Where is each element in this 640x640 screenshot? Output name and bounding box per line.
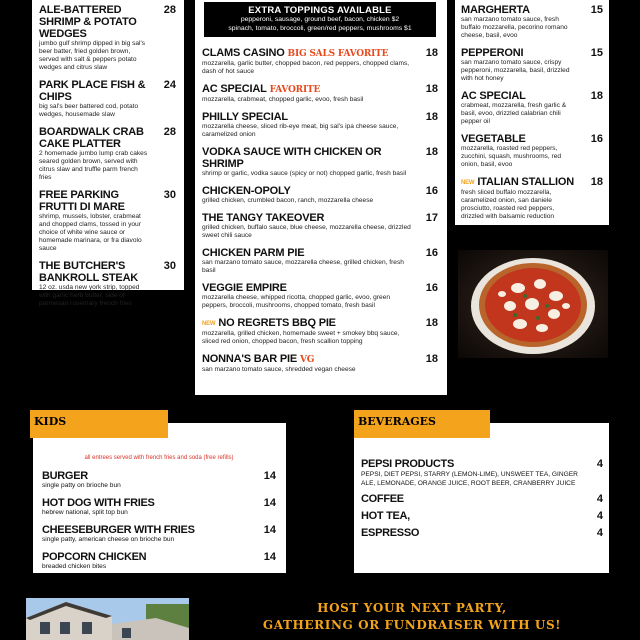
menu-item <box>39 126 176 182</box>
item-price: 4 <box>596 458 603 470</box>
item-name <box>461 4 603 16</box>
middle-menu-list <box>202 47 438 374</box>
item-title: BURGER <box>42 470 88 482</box>
item-title: FREE PARKING FRUTTI DI MARE <box>39 189 125 213</box>
menu-item <box>202 111 438 139</box>
item-price: 18 <box>425 47 438 59</box>
menu-item <box>202 212 438 240</box>
item-title: ALE-BATTERED SHRIMP & POTATO WEDGES <box>39 4 137 40</box>
item-name <box>202 247 438 259</box>
item-price: 4 <box>596 493 603 505</box>
item-name <box>202 212 438 224</box>
item-price: 16 <box>425 282 438 294</box>
item-price: 18 <box>425 83 438 95</box>
item-title: VEGETABLE <box>461 133 526 145</box>
item-description: 2 homemade jumbo lump crab cakes seared golden brown, served with citrus slaw and truffle parm french fries <box>39 150 148 181</box>
item-description: shrimp or garlic, vodka sauce (spicy or not) chopped garlic, fresh basil <box>202 170 407 177</box>
item-price: 18 <box>590 176 603 188</box>
item-price: 18 <box>425 353 438 365</box>
beverages-menu-card <box>354 423 609 573</box>
item-name <box>202 317 438 330</box>
item-price: 15 <box>590 47 603 59</box>
menu-item <box>361 493 603 505</box>
menu-item <box>42 497 276 517</box>
item-name <box>461 90 603 102</box>
item-price: 30 <box>163 189 176 201</box>
item-description: mozzarella cheese, sliced rib-eye meat, big sal's ipa cheese sauce, caramelized onion <box>202 123 399 138</box>
menu-item <box>42 470 276 490</box>
item-name <box>461 176 603 189</box>
beverages-menu-list <box>361 458 603 539</box>
item-price: 14 <box>263 470 276 482</box>
beverages-heading: BEVERAGES <box>354 410 490 438</box>
menu-item <box>42 551 276 571</box>
new-badge: NEW <box>461 180 475 186</box>
item-description: hebrew national, split top bun <box>42 509 128 516</box>
item-description: mozzarella, roasted red peppers, zucchini, squash, mushrooms, red onion, basil, evoo <box>461 145 562 168</box>
restaurant-building-photo <box>26 598 189 640</box>
party-promo-line1: HOST YOUR NEXT PARTY, <box>317 601 507 615</box>
menu-item <box>39 79 176 119</box>
item-title: NONNA'S BAR PIE <box>202 353 297 365</box>
item-description: fresh sliced buffalo mozzarella, caramelized onion, san daniele prosciutto, roasted red peppers, drizzled with balsamic reduction <box>461 189 555 220</box>
menu-item <box>39 260 176 308</box>
menu-item <box>202 353 438 374</box>
menu-item <box>202 185 438 205</box>
item-name <box>39 189 176 213</box>
item-description: single patty, american cheese on brioche bun <box>42 536 175 543</box>
item-price: 18 <box>590 90 603 102</box>
item-description: grilled chicken, crumbled bacon, ranch, mozzarella cheese <box>202 197 374 204</box>
left-menu-list <box>39 4 176 308</box>
item-price: 16 <box>425 185 438 197</box>
item-name <box>202 111 438 123</box>
menu-item <box>202 282 438 310</box>
menu-item <box>42 524 276 544</box>
item-name <box>202 185 438 197</box>
menu-item <box>202 146 438 178</box>
item-title: POPCORN CHICKEN <box>42 551 147 563</box>
building-illustration <box>26 598 189 640</box>
item-price: 15 <box>590 4 603 16</box>
item-price: 30 <box>163 260 176 272</box>
kids-menu-card <box>33 423 286 573</box>
menu-item <box>202 317 438 346</box>
specialty-pizza-menu-card <box>195 0 447 395</box>
item-name <box>361 458 603 470</box>
extra-toppings-line-veggies: spinach, tomato, broccoli, green/red peppers, mushrooms $1 <box>228 24 412 32</box>
item-price: 28 <box>163 4 176 16</box>
item-title: CHEESEBURGER WITH FRIES <box>42 524 195 536</box>
pizza-photo <box>458 250 608 358</box>
item-title: VEGGIE EMPIRE <box>202 282 287 294</box>
item-price: 14 <box>263 497 276 509</box>
party-promo <box>262 600 562 634</box>
item-name <box>39 260 176 284</box>
classic-pizza-menu-card <box>455 0 609 225</box>
favorite-tag: FAVORITE <box>269 85 321 95</box>
item-description: mozzarella cheese, whipped ricotta, chopped garlic, evoo, green peppers, broccoli, mushrooms, chopped tomato, fresh basil <box>202 294 391 309</box>
item-description: breaded chicken bites <box>42 563 107 570</box>
item-price: 14 <box>263 551 276 563</box>
item-name <box>39 79 176 103</box>
extra-toppings-title: EXTRA TOPPINGS AVAILABLE <box>248 5 392 16</box>
kids-note: all entrees served with french fries and soda (free refills) <box>84 455 234 461</box>
party-promo-line2: GATHERING OR FUNDRAISER WITH US! <box>262 618 562 632</box>
item-name <box>361 493 603 505</box>
item-description: san marzano tomato sauce, shredded vegan cheese <box>202 366 356 373</box>
item-price: 4 <box>596 527 603 539</box>
item-description: mozzarella, grilled chicken, homemade sweet + smokey bbq sauce, sliced red onion, chopped bacon, fresh scallion topping <box>202 330 400 345</box>
item-name <box>39 4 176 40</box>
item-title: PHILLY SPECIAL <box>202 111 288 123</box>
item-title: PARK PLACE FISH & CHIPS <box>39 79 146 103</box>
menu-item <box>202 247 438 275</box>
item-title: PEPSI PRODUCTS <box>361 458 454 470</box>
menu-item <box>361 527 603 539</box>
item-price: 18 <box>425 317 438 329</box>
item-description: san marzano tomato sauce, crispy pepperoni, mozzarella, basil, drizzled with hot honey <box>461 59 570 82</box>
menu-item <box>461 47 603 83</box>
item-name <box>202 146 438 170</box>
item-title: NO REGRETS BBQ PIE <box>218 317 336 329</box>
item-description: grilled chicken, buffalo sauce, blue cheese, mozzarella cheese, drizzled sweet chili sauce <box>202 224 411 239</box>
item-title: CHICKEN PARM PIE <box>202 247 305 259</box>
item-name <box>202 83 438 96</box>
item-name <box>42 470 276 482</box>
item-description: mozzarella, crabmeat, chopped garlic, evoo, fresh basil <box>202 96 364 103</box>
extra-toppings-line-meats: pepperoni, sausage, ground beef, bacon, chicken $2 <box>240 16 400 23</box>
item-title: AC SPECIAL <box>461 90 526 102</box>
menu-item <box>361 510 603 522</box>
item-title: ESPRESSO <box>361 527 420 539</box>
item-price: 16 <box>590 133 603 145</box>
menu-item <box>202 47 438 76</box>
item-name <box>461 47 603 59</box>
menu-item <box>39 4 176 72</box>
item-description: big sal's beer battered cod, potato wedges, housemade slaw <box>39 103 139 118</box>
item-title: THE BUTCHER'S BANKROLL STEAK <box>39 260 139 284</box>
item-title: VODKA SAUCE WITH CHICKEN OR SHRIMP <box>202 146 382 170</box>
item-title: CHICKEN-OPOLY <box>202 185 291 197</box>
item-title: ITALIAN STALLION <box>477 176 575 188</box>
item-title: HOT TEA, <box>361 510 410 522</box>
item-price: 18 <box>425 111 438 123</box>
item-description: PEPSI, DIET PEPSI, STARRY (LEMON-LIME), UNSWEET TEA, GINGER ALE, LEMONADE, ORANGE JUICE, ROOT BEER, CRANBERRY JUICE <box>361 471 578 487</box>
item-description: san marzano tomato sauce, mozzarella cheese, grilled chicken, fresh basil <box>202 259 404 274</box>
item-description: single patty on brioche bun <box>42 482 121 489</box>
item-price: 28 <box>163 126 176 138</box>
item-title: BOARDWALK CRAB CAKE PLATTER <box>39 126 144 150</box>
item-description: mozzarella, garlic butter, chopped bacon, red peppers, chopped clams, dash of hot sauce <box>202 60 410 75</box>
item-description: san marzano tomato sauce, fresh buffalo mozzarella, pecorino romano cheese, basil, evoo <box>461 16 568 39</box>
new-badge: NEW <box>202 321 216 327</box>
item-description: jumbo gulf shrimp dipped in big sal's beer batter, fried golden brown, served with salt & peppers potato wedges and citrus slaw <box>39 40 146 71</box>
item-title: THE TANGY TAKEOVER <box>202 212 325 224</box>
item-name <box>42 524 276 536</box>
menu-item <box>361 458 603 488</box>
menu-item <box>39 189 176 253</box>
item-name <box>42 497 276 509</box>
item-title: PEPPERONI <box>461 47 524 59</box>
item-title: COFFEE <box>361 493 404 505</box>
item-name <box>39 126 176 150</box>
pizza-illustration <box>458 250 608 358</box>
item-title: AC SPECIAL <box>202 83 267 95</box>
seafood-menu-card <box>32 0 184 307</box>
item-name <box>361 527 603 539</box>
extra-toppings-box <box>204 2 436 37</box>
kids-menu-list <box>42 470 276 571</box>
menu-item <box>461 176 603 221</box>
favorite-tag: VG <box>299 355 315 365</box>
kids-heading: KIDS <box>30 410 168 438</box>
item-title: HOT DOG WITH FRIES <box>42 497 155 509</box>
item-price: 4 <box>596 510 603 522</box>
item-name <box>361 510 603 522</box>
favorite-tag: BIG SALS FAVORITE <box>287 49 389 59</box>
item-name <box>202 47 438 60</box>
item-price: 16 <box>425 247 438 259</box>
item-price: 17 <box>425 212 438 224</box>
item-name <box>461 133 603 145</box>
menu-item <box>461 133 603 169</box>
item-title: CLAMS CASINO <box>202 47 285 59</box>
item-name <box>202 353 438 366</box>
menu-item <box>461 4 603 40</box>
item-name <box>202 282 438 294</box>
item-price: 18 <box>425 146 438 158</box>
item-price: 14 <box>263 524 276 536</box>
item-price: 24 <box>163 79 176 91</box>
item-description: 12 oz. usda new york strip, topped with garlic herb butter, side of parmesan rosemary french fries <box>39 284 140 307</box>
menu-item <box>461 90 603 126</box>
item-name <box>42 551 276 563</box>
item-description: shrimp, mussels, lobster, crabmeat and chopped clams, tossed in your choice of white wine sauce or homemade marinara, or fra diavolo sauce <box>39 213 142 252</box>
item-title: MARGHERTA <box>461 4 530 16</box>
menu-item <box>202 83 438 104</box>
item-description: crabmeat, mozzarella, fresh garlic & basil, evoo, drizzled calabrian chili pepper oil <box>461 102 567 125</box>
right-menu-list <box>461 4 603 221</box>
